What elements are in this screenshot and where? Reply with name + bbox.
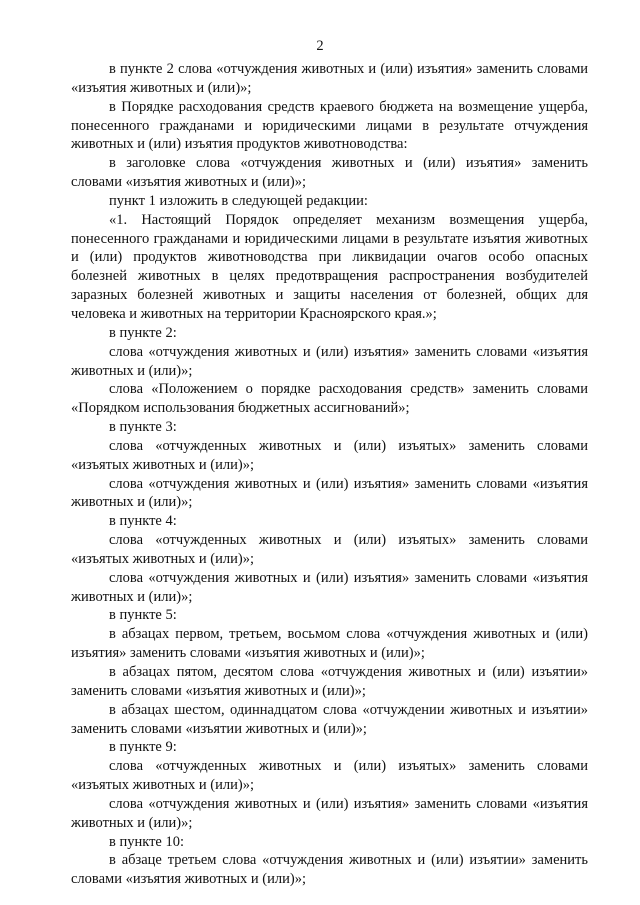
paragraph: в пункте 10: (109, 833, 185, 850)
paragraph: в пункте 9: (109, 739, 177, 756)
paragraph: в пункте 2: (109, 324, 177, 341)
document-body (71, 60, 588, 889)
paragraph: слова «отчужденных животных и (или) изъятых» заменить словами «изъятых животных и (или)»; (71, 758, 588, 794)
paragraph: слова «отчужденных животных и (или) изъятых» заменить словами «изъятых животных и (или)»; (71, 532, 588, 567)
paragraph: в пункте 4: (109, 513, 177, 530)
paragraph: в абзацах пятом, десятом слова «отчуждения животных и (или) изъятии» заменить словами «изъятия животных и (или)»; (71, 664, 588, 699)
paragraph: «1. Настоящий Порядок определяет механизм возмещения ущерба, понесенного гражданами и юридическими лицами в результате изъятия животных и (или) продуктов животноводства при ликвидации очагов особо опасных болезней животных в целях предотвращения распространения возбудителей заразных болезней животных и защиты населения от болезней, общих для человека и животных на территории Красноярского края.»; (71, 211, 588, 322)
page-number: 2 (316, 38, 324, 54)
paragraph: в пункте 5: (109, 607, 177, 624)
paragraph: слова «отчуждения животных и (или) изъятия» заменить словами «изъятия животных и (или)»; (71, 795, 588, 831)
paragraph: слова «отчуждения животных и (или) изъятия» заменить словами «изъятия животных и (или)»; (71, 343, 588, 379)
paragraph: слова «Положением о порядке расходования средств» заменить словами «Порядком использования бюджетных ассигнований»; (71, 381, 588, 417)
paragraph: слова «отчуждения животных и (или) изъятия» заменить словами «изъятия животных и (или)»; (71, 475, 588, 511)
paragraph: пункт 1 изложить в следующей редакции: (109, 192, 368, 209)
paragraph: в заголовке слова «отчуждения животных и (или) изъятия» заменить словами «изъятия животных и (или)»; (71, 155, 588, 191)
paragraph: в абзацах первом, третьем, восьмом слова «отчуждения животных и (или) изъятия» заменить словами «изъятия животных и (или)»; (71, 626, 588, 662)
paragraph: слова «отчужденных животных и (или) изъятых» заменить словами «изъятых животных и (или)»; (71, 437, 588, 473)
paragraph: в Порядке расходования средств краевого бюджета на возмещение ущерба, понесенного гражданами и юридическими лицами в результате отчуждения животных и (или) изъятия продуктов животноводства: (71, 98, 588, 153)
paragraph: в пункте 2 слова «отчуждения животных и (или) изъятия» заменить словами «изъятия животных и (или)»; (71, 61, 588, 96)
paragraph: слова «отчуждения животных и (или) изъятия» заменить словами «изъятия животных и (или)»; (71, 569, 588, 605)
paragraph: в пункте 3: (109, 419, 177, 436)
paragraph: в абзацах шестом, одиннадцатом слова «отчуждении животных и изъятии» заменить словами «изъятии животных и (или)»; (71, 701, 588, 737)
paragraph: в абзаце третьем слова «отчуждения животных и (или) изъятии» заменить словами «изъятия животных и (или)»; (71, 852, 588, 888)
